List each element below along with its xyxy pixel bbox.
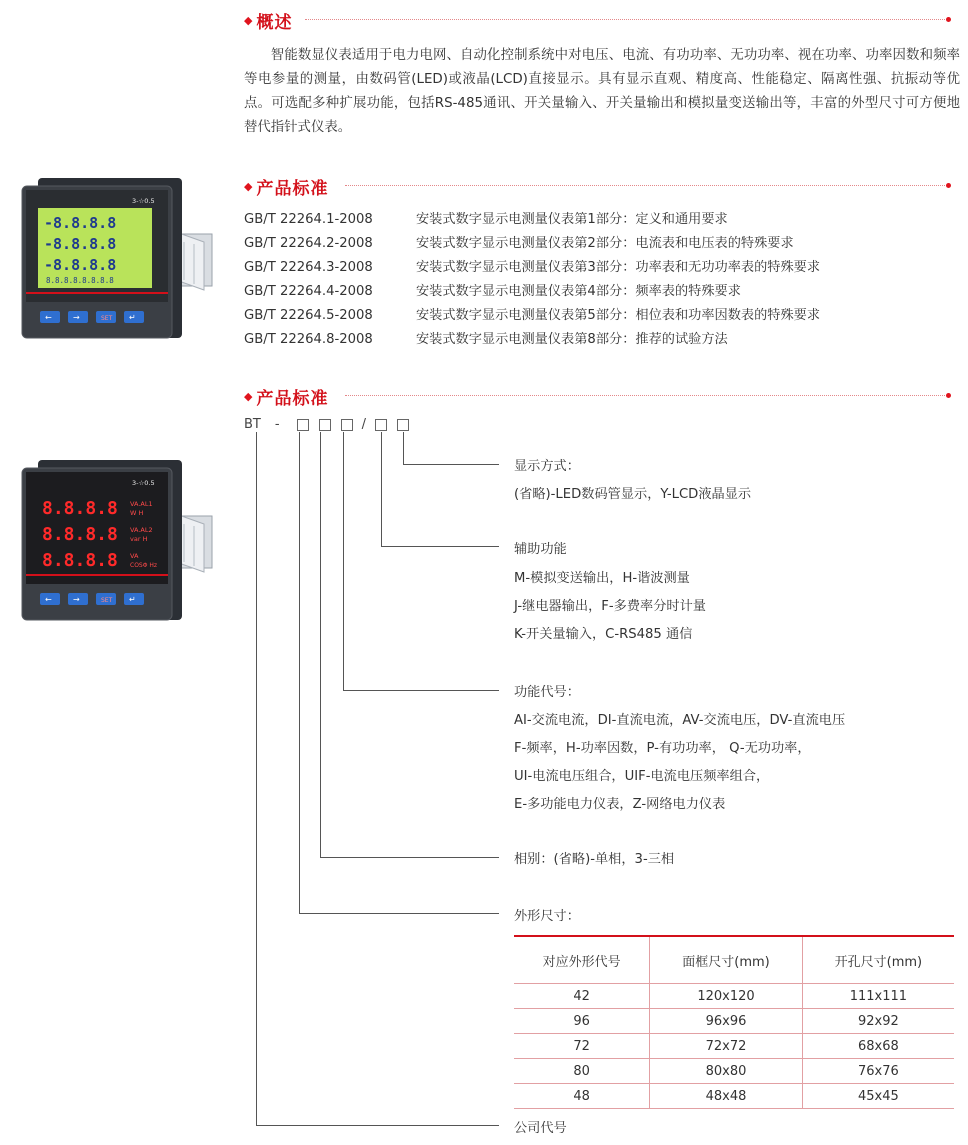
table-cell: 80 xyxy=(514,1059,650,1084)
led-unit: COSΦ Hz xyxy=(130,562,158,569)
standard-desc: 安装式数字显示电测量仪表第1部分：定义和通用要求 xyxy=(416,212,728,227)
function-line: E-多功能电力仪表，Z-网络电力仪表 xyxy=(514,797,726,812)
table-cell: 76x76 xyxy=(802,1059,954,1084)
connector-phase xyxy=(320,857,499,858)
table-row xyxy=(514,1084,954,1109)
standard-desc: 安装式数字显示电测量仪表第5部分：相位表和功率因数表的特殊要求 xyxy=(416,308,821,323)
lcd-digits: -8.8.8.8 xyxy=(44,214,117,232)
diamond-icon: ◆ xyxy=(244,390,253,403)
display-desc: (省略)-LED数码管显示，Y-LCD液晶显示 xyxy=(514,487,752,502)
table-header: 面框尺寸(mm) xyxy=(650,936,803,984)
phase-desc: 相别：(省略)-单相，3-三相 xyxy=(514,852,675,867)
code-box-display xyxy=(397,419,409,431)
size-title: 外形尺寸： xyxy=(514,909,580,924)
table-cell: 68x68 xyxy=(802,1034,954,1059)
table-header: 开孔尺寸(mm) xyxy=(802,936,954,984)
standard-code: GB/T 22264.3-2008 xyxy=(244,260,373,275)
divider xyxy=(305,19,945,20)
model-dash: - xyxy=(274,417,280,432)
led-digits: 8.8.8.8 xyxy=(42,498,118,519)
lcd-bottom-digits: 8.8.8.8.8.8.8.8 xyxy=(46,276,114,285)
overview-text: 智能数显仪表适用于电力电网、自动化控制系统中对电压、电流、有功功率、无功功率、视在功率、功率因数和频率等电参量的测量，由数码管(LED)或液晶(LCD)直接显示。具有显示直观、精度高、性能稳定、隔离性强、抗振动等优点。可选配多种扩展功能，包括RS-485通讯、开关量输入、开关量输出和模拟量变送输出等，丰富的外型尺寸可方便地替代指针式仪表。 xyxy=(244,48,960,135)
table-cell: 111x111 xyxy=(802,984,954,1009)
model-slash: / xyxy=(361,417,366,432)
connector-company xyxy=(256,1125,499,1126)
meter-badge: 3-☆0.5 xyxy=(132,197,155,205)
table-row xyxy=(514,1059,954,1084)
led-meter-image xyxy=(18,454,226,624)
size-table xyxy=(514,935,954,1109)
company-code: 公司代号 xyxy=(514,1121,567,1136)
standard-row xyxy=(244,304,820,323)
connector-display xyxy=(403,464,499,465)
code-box-function xyxy=(341,419,353,431)
connector-phase xyxy=(320,432,321,857)
aux-title: 辅助功能 xyxy=(514,542,567,557)
standard-row xyxy=(244,280,741,299)
function-title: 功能代号： xyxy=(514,685,580,700)
function-line: UI-电流电压组合，UIF-电流电压频率组合， xyxy=(514,769,770,784)
section-title-model xyxy=(244,384,328,409)
divider xyxy=(345,185,945,186)
standard-desc: 安装式数字显示电测量仪表第4部分：频率表的特殊要求 xyxy=(416,284,741,299)
led-unit: W H xyxy=(130,509,144,517)
function-line: AI-交流电流，DI-直流电流，AV-交流电压，DV-直流电压 xyxy=(514,713,846,728)
section-title-standards xyxy=(244,174,328,199)
lcd-digits: -8.8.8.8 xyxy=(44,256,117,274)
standard-desc: 安装式数字显示电测量仪表第3部分：功率表和无功功率表的特殊要求 xyxy=(416,260,821,275)
diamond-icon: ◆ xyxy=(244,180,253,193)
standard-code: GB/T 22264.1-2008 xyxy=(244,212,373,227)
arrow-right-icon: → xyxy=(73,313,80,322)
standard-row xyxy=(244,232,794,251)
code-box-aux xyxy=(375,419,387,431)
aux-line: M-模拟变送输出，H-谐波测量 xyxy=(514,571,690,586)
aux-line: J-继电器输出，F-多费率分时计量 xyxy=(514,599,706,614)
divider-end-dot xyxy=(946,17,951,22)
connector-company xyxy=(256,432,257,1125)
model-title: 产品标准 xyxy=(256,389,329,409)
enter-icon: ↵ xyxy=(129,313,136,322)
connector-size xyxy=(299,432,300,913)
code-box-phase xyxy=(319,419,331,431)
model-prefix: BT xyxy=(244,417,261,432)
lcd-digits: -8.8.8.8 xyxy=(44,235,117,253)
arrow-left-icon: ← xyxy=(45,313,52,322)
standard-desc: 安装式数字显示电测量仪表第2部分：电流表和电压表的特殊要求 xyxy=(416,236,794,251)
table-cell: 96x96 xyxy=(650,1009,803,1034)
lcd-meter-image xyxy=(18,172,226,342)
table-row xyxy=(514,1034,954,1059)
set-icon: SET xyxy=(101,597,113,604)
aux-line: K-开关量输入，C-RS485 通信 xyxy=(514,627,693,642)
connector-function xyxy=(343,690,499,691)
standard-row xyxy=(244,208,728,227)
led-unit: VA.AL1 xyxy=(130,500,153,508)
standard-desc: 安装式数字显示电测量仪表第8部分：推荐的试验方法 xyxy=(416,332,728,347)
standard-code: GB/T 22264.8-2008 xyxy=(244,332,373,347)
led-unit: VA xyxy=(130,552,139,560)
table-cell: 48 xyxy=(514,1084,650,1109)
table-cell: 48x48 xyxy=(650,1084,803,1109)
table-cell: 72x72 xyxy=(650,1034,803,1059)
table-cell: 96 xyxy=(514,1009,650,1034)
led-digits: 8.8.8.8 xyxy=(42,524,118,545)
standard-row xyxy=(244,256,820,275)
table-cell: 45x45 xyxy=(802,1084,954,1109)
connector-aux xyxy=(381,432,382,546)
standard-code: GB/T 22264.4-2008 xyxy=(244,284,373,299)
overview-title: 概述 xyxy=(256,13,293,33)
table-cell: 120x120 xyxy=(650,984,803,1009)
table-cell: 92x92 xyxy=(802,1009,954,1034)
meter-badge: 3-☆0.5 xyxy=(132,479,155,487)
set-icon: SET xyxy=(101,315,113,322)
divider xyxy=(345,395,945,396)
led-unit: VA.AL2 xyxy=(130,526,153,534)
display-title: 显示方式： xyxy=(514,459,580,474)
arrow-right-icon: → xyxy=(73,595,80,604)
connector-size xyxy=(299,913,499,914)
led-unit: var H xyxy=(130,535,148,543)
connector-aux xyxy=(381,546,499,547)
table-cell: 42 xyxy=(514,984,650,1009)
connector-display xyxy=(403,432,404,464)
table-cell: 80x80 xyxy=(650,1059,803,1084)
function-line: F-频率，H-功率因数，P-有功功率， Q-无功功率， xyxy=(514,741,811,756)
divider-end-dot xyxy=(946,183,951,188)
connector-function xyxy=(343,432,344,690)
standard-row xyxy=(244,328,728,347)
table-cell: 72 xyxy=(514,1034,650,1059)
table-header: 对应外形代号 xyxy=(514,936,650,984)
enter-icon: ↵ xyxy=(129,595,136,604)
standard-code: GB/T 22264.2-2008 xyxy=(244,236,373,251)
diamond-icon: ◆ xyxy=(244,14,253,27)
divider-end-dot xyxy=(946,393,951,398)
model-code xyxy=(244,417,414,432)
code-box-size xyxy=(297,419,309,431)
led-digits: 8.8.8.8 xyxy=(42,550,118,571)
table-row xyxy=(514,1009,954,1034)
arrow-left-icon: ← xyxy=(45,595,52,604)
standards-title: 产品标准 xyxy=(256,179,329,199)
standard-code: GB/T 22264.5-2008 xyxy=(244,308,373,323)
table-header-row xyxy=(514,936,954,984)
section-title-overview xyxy=(244,8,292,33)
table-row xyxy=(514,984,954,1009)
